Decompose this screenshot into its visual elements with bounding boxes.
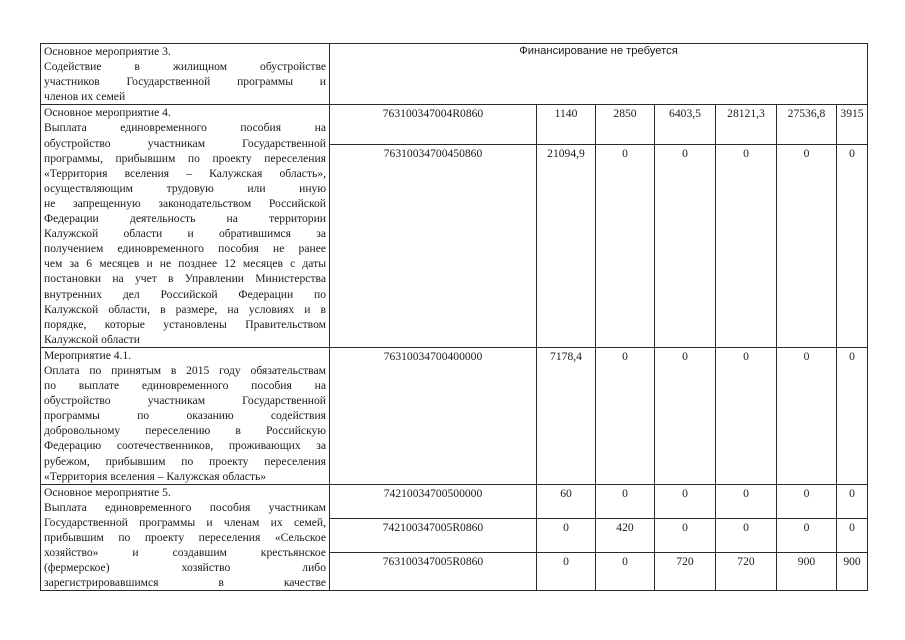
amount-cell: 0 <box>655 145 716 347</box>
budget-code: 74210034700500000 <box>330 484 537 518</box>
amount-cell: 0 <box>596 145 655 347</box>
amount-cell: 0 <box>777 347 837 484</box>
amount-cell: 0 <box>777 145 837 347</box>
amount-cell: 28121,3 <box>716 105 777 145</box>
amount-cell: 0 <box>596 347 655 484</box>
amount-cell: 0 <box>596 553 655 591</box>
activity-description: Мероприятие 4.1. Оплата по принятым в 2015 году обязательствам по выплате единовременного пособия на обустройство участникам Государственной программы по оказанию содействия добровольному переселению в Российскую Федерацию соотечественников, проживающих за рубежом, прибывшим по проекту переселения «Территория вселения – Калужская область» <box>41 347 330 484</box>
amount-cell: 27536,8 <box>777 105 837 145</box>
budget-code: 76310034700450860 <box>330 145 537 347</box>
amount-cell: 0 <box>716 484 777 518</box>
amount-cell: 0 <box>837 518 868 552</box>
amount-cell: 0 <box>837 145 868 347</box>
amount-cell: 0 <box>537 518 596 552</box>
amount-cell: 0 <box>777 518 837 552</box>
amount-cell: 0 <box>655 518 716 552</box>
funding-note: Финансирование не требуется <box>330 44 868 105</box>
amount-cell: 720 <box>716 553 777 591</box>
amount-cell: 720 <box>655 553 716 591</box>
amount-cell: 0 <box>655 347 716 484</box>
financing-table <box>40 43 868 591</box>
amount-cell: 0 <box>655 484 716 518</box>
table-row <box>41 105 868 145</box>
activity-description: Основное мероприятие 5. Выплата единовременного пособия участникам Государственной программы и членам их семей, прибывшим по проекту переселения «Сельское хозяйство» и создавшим крестьянское (фермерское) хозяйство либо зарегистрировавшимся в качестве <box>41 484 330 591</box>
amount-cell: 0 <box>716 347 777 484</box>
table-row <box>41 347 868 484</box>
amount-cell: 0 <box>596 484 655 518</box>
amount-cell: 6403,5 <box>655 105 716 145</box>
amount-cell: 1140 <box>537 105 596 145</box>
table-row <box>41 484 868 518</box>
budget-code: 763100347005R0860 <box>330 553 537 591</box>
activity-description: Основное мероприятие 3. Содействие в жилищном обустройстве участников Государственной программы и членов их семей <box>41 44 330 105</box>
amount-cell: 900 <box>777 553 837 591</box>
amount-cell: 60 <box>537 484 596 518</box>
budget-code: 742100347005R0860 <box>330 518 537 552</box>
amount-cell: 0 <box>537 553 596 591</box>
amount-cell: 0 <box>716 518 777 552</box>
amount-cell: 2850 <box>596 105 655 145</box>
amount-cell: 3915 <box>837 105 868 145</box>
amount-cell: 7178,4 <box>537 347 596 484</box>
amount-cell: 0 <box>837 484 868 518</box>
budget-code: 76310034700400000 <box>330 347 537 484</box>
amount-cell: 900 <box>837 553 868 591</box>
budget-code: 763100347004R0860 <box>330 105 537 145</box>
amount-cell: 420 <box>596 518 655 552</box>
amount-cell: 0 <box>777 484 837 518</box>
amount-cell: 0 <box>837 347 868 484</box>
amount-cell: 0 <box>716 145 777 347</box>
activity-description: Основное мероприятие 4. Выплата единовременного пособия на обустройство участникам Государственной программы, прибывшим по проекту переселения «Территория вселения – Калужская область», осуществляющим трудовую или иную не запрещенную законодательством Российской Федерации деятельность на территории Калужской области и обратившимся за получением единовременного пособия не ранее чем за 6 месяцев и не позднее 12 месяцев с даты постановки на учет в Управлении Министерства внутренних дел Российской Федерации по Калужской области, в размере, на условиях и в порядке, которые установлены Правительством Калужской области <box>41 105 330 348</box>
amount-cell: 21094,9 <box>537 145 596 347</box>
table-row <box>41 44 868 105</box>
